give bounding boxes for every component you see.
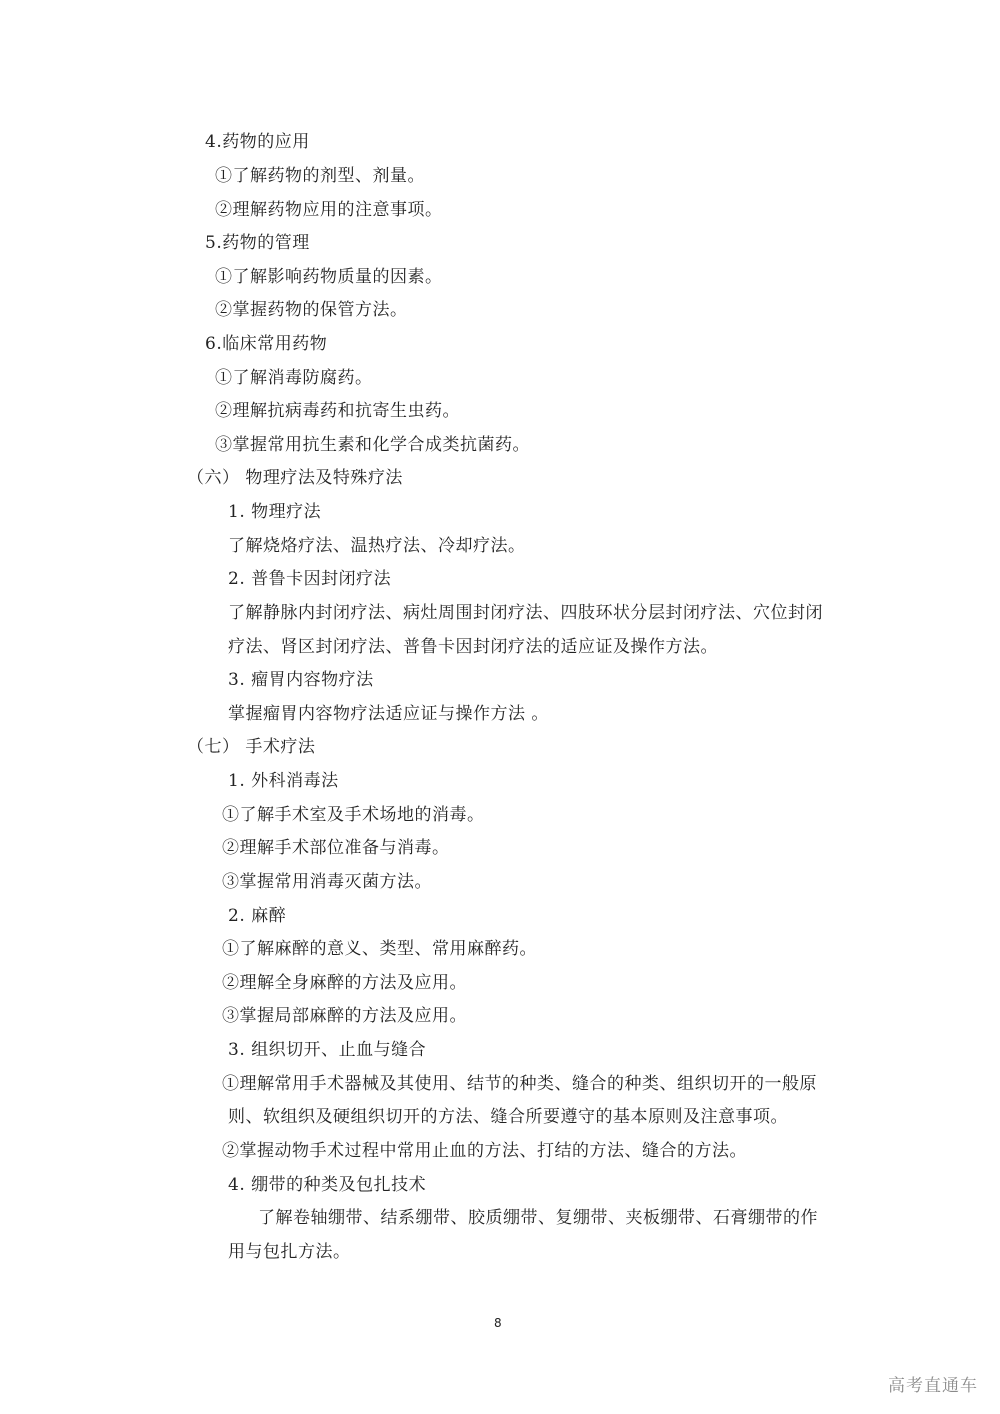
paragraph: 疗法、肾区封闭疗法、普鲁卡因封闭疗法的适应证及操作方法。 (228, 637, 718, 657)
paragraph: 掌握瘤胃内容物疗法适应证与操作方法 。 (228, 704, 549, 724)
list-item: ②掌握药物的保管方法。 (215, 300, 408, 320)
list-item: ②掌握动物手术过程中常用止血的方法、打结的方法、缝合的方法。 (222, 1141, 747, 1161)
list-item: ①了解麻醉的意义、类型、常用麻醉药。 (222, 939, 537, 959)
list-item: ①了解药物的剂型、剂量。 (215, 166, 425, 186)
list-item: ③掌握常用消毒灭菌方法。 (222, 872, 432, 892)
subheading-incision-suture: 3. 组织切开、止血与缝合 (228, 1040, 427, 1060)
list-item: ③掌握局部麻醉的方法及应用。 (222, 1006, 467, 1026)
heading-drug-application: 4.药物的应用 (205, 132, 310, 152)
subheading-rumen-contents: 3. 瘤胃内容物疗法 (228, 670, 374, 690)
paragraph: 了解烧烙疗法、温热疗法、冷却疗法。 (228, 536, 526, 556)
subheading-procaine-block: 2. 普鲁卡因封闭疗法 (228, 569, 392, 589)
subheading-disinfection: 1. 外科消毒法 (228, 771, 339, 791)
section-heading-physical-therapy: （六） 物理疗法及特殊疗法 (187, 468, 403, 488)
paragraph: 用与包扎方法。 (228, 1242, 351, 1262)
heading-drug-management: 5.药物的管理 (205, 233, 310, 253)
list-item: ②理解抗病毒药和抗寄生虫药。 (215, 401, 460, 421)
list-item: ③掌握常用抗生素和化学合成类抗菌药。 (215, 435, 530, 455)
list-item: ②理解药物应用的注意事项。 (215, 200, 443, 220)
watermark: 高考直通车 (888, 1376, 978, 1396)
list-item: ①了解消毒防腐药。 (215, 368, 373, 388)
page-number: 8 (494, 1316, 502, 1330)
list-item: ①理解常用手术器械及其使用、结节的种类、缝合的种类、组织切开的一般原 (222, 1074, 817, 1094)
list-item: ①了解手术室及手术场地的消毒。 (222, 805, 485, 825)
heading-clinical-drugs: 6.临床常用药物 (205, 334, 328, 354)
paragraph: 了解静脉内封闭疗法、病灶周围封闭疗法、四肢环状分层封闭疗法、穴位封闭 (228, 603, 823, 623)
list-item: ①了解影响药物质量的因素。 (215, 267, 443, 287)
subheading-bandage: 4. 绷带的种类及包扎技术 (228, 1175, 427, 1195)
subheading-anesthesia: 2. 麻醉 (228, 906, 287, 926)
paragraph: 了解卷轴绷带、结系绷带、胶质绷带、复绷带、夹板绷带、石膏绷带的作 (258, 1208, 818, 1228)
paragraph: 则、软组织及硬组织切开的方法、缝合所要遵守的基本原则及注意事项。 (228, 1107, 788, 1127)
subheading-physical-therapy: 1. 物理疗法 (228, 502, 322, 522)
list-item: ②理解全身麻醉的方法及应用。 (222, 973, 467, 993)
list-item: ②理解手术部位准备与消毒。 (222, 838, 450, 858)
section-heading-surgery: （七） 手术疗法 (187, 737, 316, 757)
